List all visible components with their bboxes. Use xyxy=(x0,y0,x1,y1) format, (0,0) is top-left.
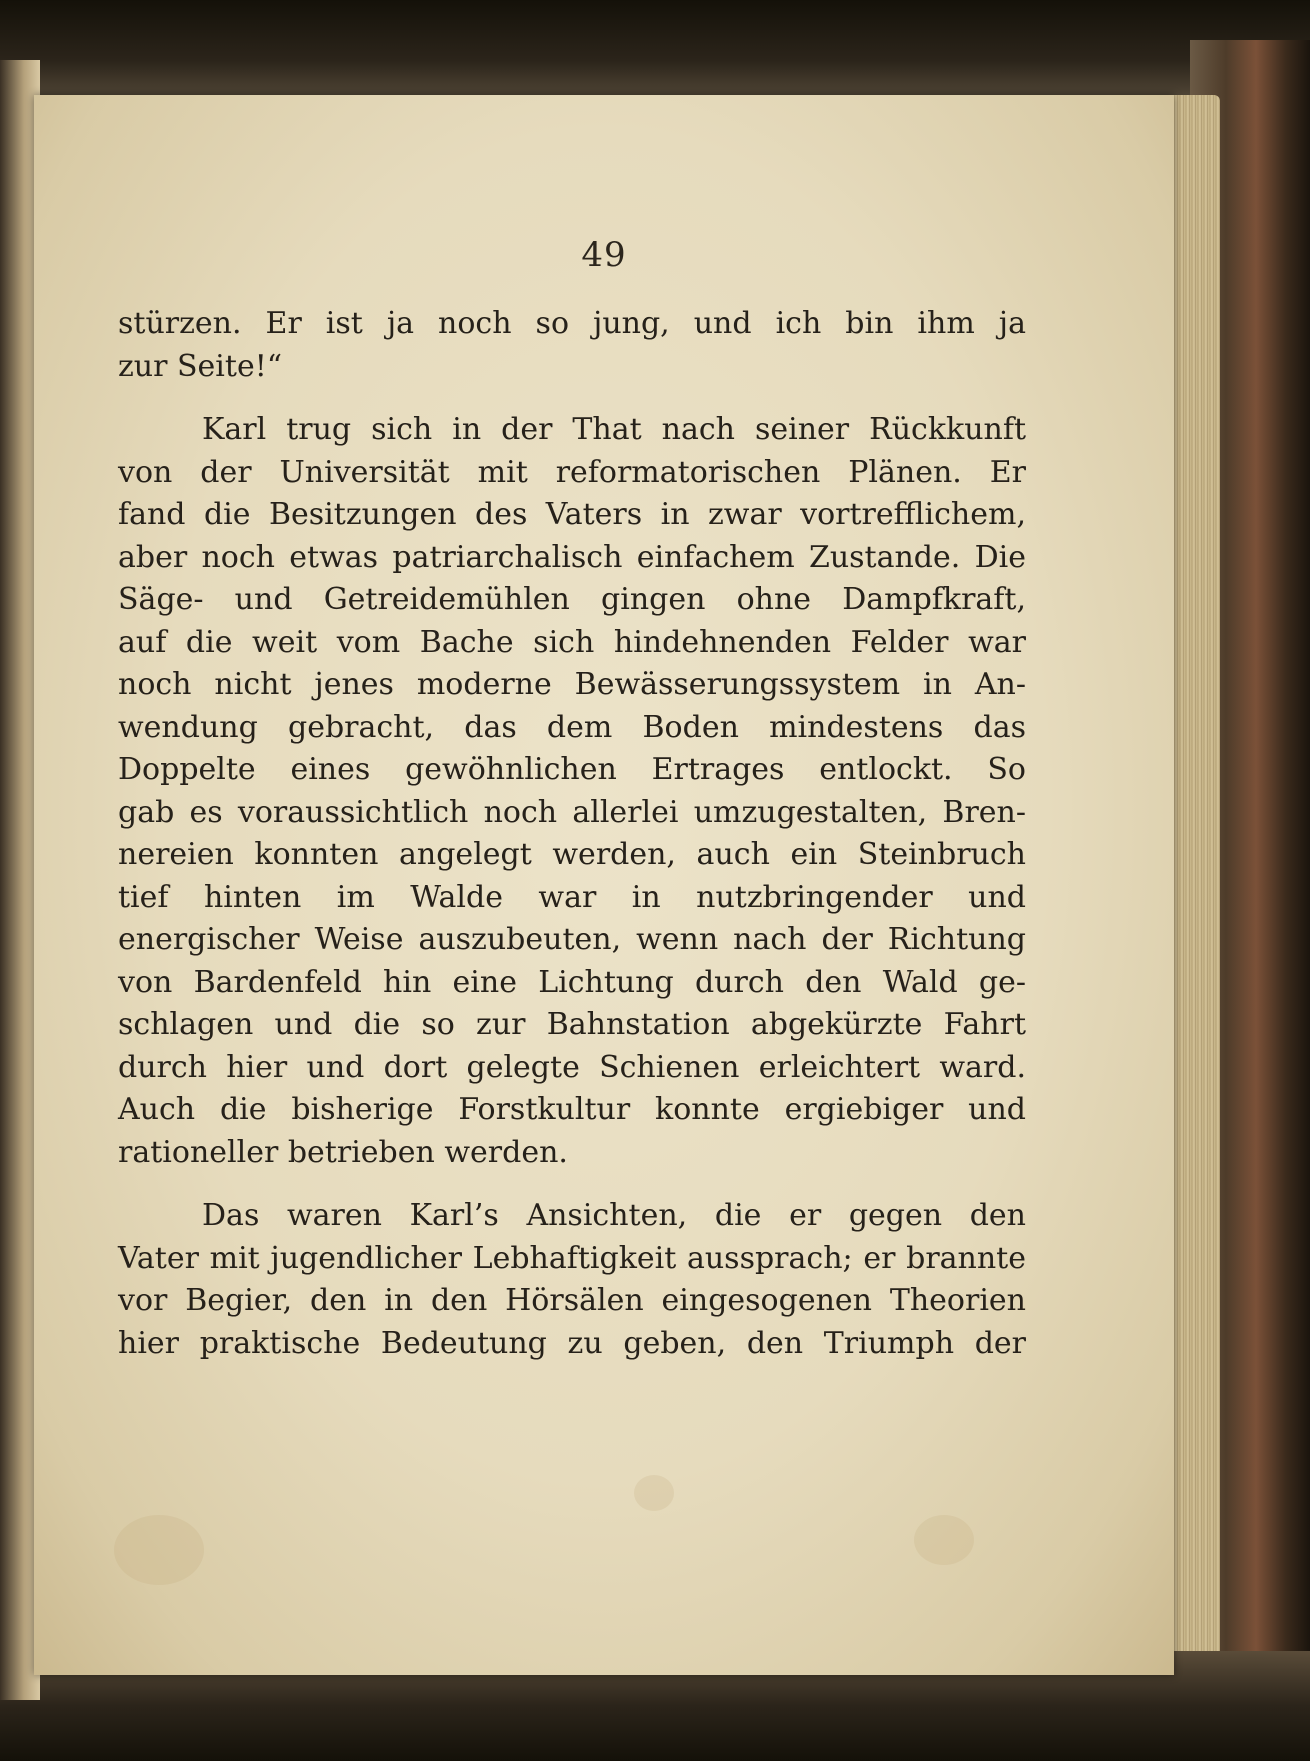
text-line: schlagen und die so zur Bahnstation abgekürzte Fahrt xyxy=(118,1007,1026,1042)
text-line: rationeller betrieben werden. xyxy=(118,1134,568,1170)
text-line: noch nicht jenes moderne Bewässerungssystem in An- xyxy=(118,667,1026,702)
text-line: aber noch etwas patriarchalisch einfachem Zustande. Die xyxy=(118,539,1026,575)
foxing-stain xyxy=(634,1475,674,1511)
text-line: von der Universität mit reformatorischen Plänen. Er xyxy=(118,454,1026,490)
book-page xyxy=(34,95,1174,1675)
paragraph xyxy=(118,409,1026,1174)
text-line: fand die Besitzungen des Vaters in zwar vortrefflichem, xyxy=(118,497,1026,532)
text-line: stürzen. Er ist ja noch so jung, und ich bin ihm ja xyxy=(118,306,1026,341)
text-line: auf die weit vom Bache sich hindehnenden Felder war xyxy=(118,624,1026,660)
body-text xyxy=(118,303,1026,1365)
foxing-stain xyxy=(114,1515,204,1585)
text-line: energischer Weise auszubeuten, wenn nach der Richtung xyxy=(118,922,1026,957)
text-line: Doppelte eines gewöhnlichen Ertrages entlockt. So xyxy=(118,752,1026,787)
paragraph xyxy=(118,1195,1026,1365)
text-line: tief hinten im Walde war in nutzbringender und xyxy=(118,879,1026,915)
text-line: gab es voraussichtlich noch allerlei umzugestalten, Bren- xyxy=(118,794,1026,830)
text-line: durch hier und dort gelegte Schienen erleichtert ward. xyxy=(118,1049,1026,1085)
book-cover-top xyxy=(0,0,1310,110)
text-line: vor Begier, den in den Hörsälen eingesogenen Theorien xyxy=(118,1283,1026,1318)
foxing-stain xyxy=(914,1515,974,1565)
text-line: Das waren Karl’s Ansichten, die er gegen den xyxy=(202,1198,1026,1233)
text-line: von Bardenfeld hin eine Lichtung durch den Wald ge- xyxy=(118,964,1026,1000)
page-number: 49 xyxy=(581,235,627,275)
text-line: nereien konnten angelegt werden, auch ein Steinbruch xyxy=(118,837,1026,872)
text-line: Vater mit jugendlicher Lebhaftigkeit aussprach; er brannte xyxy=(118,1240,1026,1276)
text-line: Karl trug sich in der That nach seiner Rückkunft xyxy=(202,412,1026,447)
paragraph xyxy=(118,303,1026,388)
text-line: Auch die bisherige Forstkultur konnte ergiebiger und xyxy=(118,1092,1026,1127)
text-line: Säge- und Getreidemühlen gingen ohne Dampfkraft, xyxy=(118,582,1026,617)
text-line: zur Seite!“ xyxy=(118,348,283,384)
text-line: wendung gebracht, das dem Boden mindestens das xyxy=(118,709,1026,745)
text-line: hier praktische Bedeutung zu geben, den Triumph der xyxy=(118,1325,1026,1361)
